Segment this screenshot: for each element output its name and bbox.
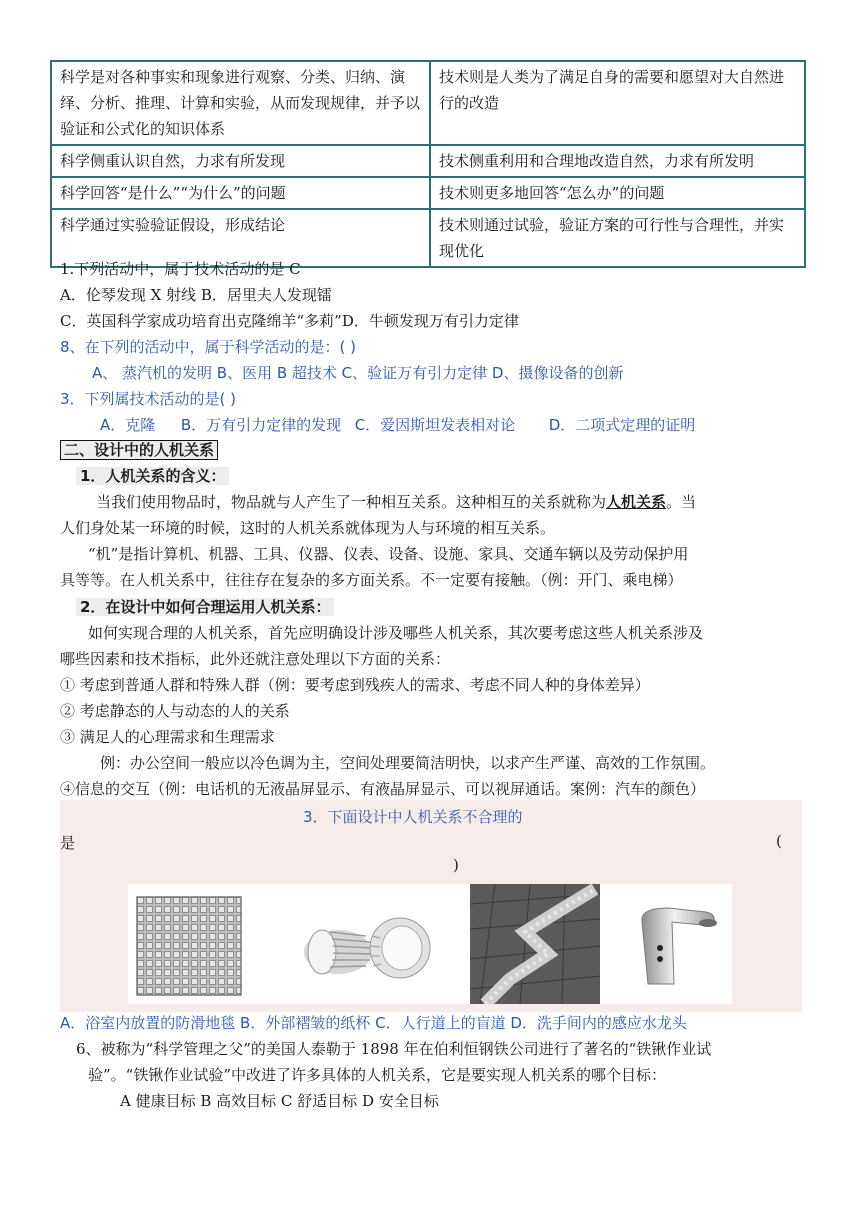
- table-cell-technology: 技术则更多地回答“怎么办”的问题: [430, 177, 805, 209]
- table-cell-science: 科学是对各种事实和现象进行观察、分类、归纳、演绎、分析、推理、计算和实验，从而发现规律，并予以验证和公式化的知识体系: [51, 61, 430, 145]
- anti-slip-mat-image: [136, 896, 242, 996]
- table-row: [51, 61, 805, 145]
- subsection-heading-1: [76, 465, 229, 486]
- q1-options-ab: A．伦琴发现 X 射线 B．居里夫人发现镭: [60, 286, 332, 304]
- sensor-faucet-image: [628, 902, 732, 990]
- option-images: [128, 884, 732, 1004]
- key-term: 人机关系: [606, 493, 667, 511]
- table-cell-technology: 技术则是人类为了满足自身的需要和愿望对大自然进行的改造: [430, 61, 805, 145]
- table-cell-science: 科学回答“是什么”“为什么”的问题: [51, 177, 430, 209]
- subsection-title-1: 1．人机关系的含义：: [76, 467, 229, 485]
- q8-options: A、 蒸汽机的发明 B、医用 B 超技术 C、验证万有引力定律 D、摄像设备的创新: [92, 364, 624, 382]
- table-cell-technology: 技术侧重利用和合理地改造自然，力求有所发明: [430, 145, 805, 177]
- science-technology-table: [50, 60, 806, 268]
- list-item-3-example: 例：办公空间一般应以冷色调为主，空间处理要简洁明快，以求产生严谨、高效的工作氛围。: [100, 754, 716, 772]
- q3a-stem: 3．下列属技术活动的是( ): [60, 390, 237, 408]
- q6-stem-line-2: 验”。“铁锹作业试验”中改进了许多具体的人机关系，它是要实现人机关系的哪个目标：: [88, 1066, 667, 1084]
- paragraph-1-line-1: [96, 491, 696, 512]
- pleated-paper-cup-image: [300, 906, 436, 990]
- section-heading: [60, 439, 218, 460]
- list-item-3: ③ 满足人的心理需求和生理需求: [60, 728, 275, 746]
- q3a-options: [100, 414, 695, 435]
- paragraph-2-line-2: 具等等。在人机关系中，往往存在复杂的多方面关系。不一定要有接触。（例：开门、乘电梯）: [60, 571, 683, 589]
- paragraph-3-line-2: 哪些因素和技术指标，此外还就注意处理以下方面的关系：: [60, 650, 451, 668]
- paragraph-1-line-2: 人们身处某一环境的时候，这时的人机关系就体现为人与环境的相互关系。: [60, 519, 556, 537]
- paragraph-text: 当我们使用物品时，物品就与人产生了一种相互关系。这种相互的关系就称为: [96, 493, 607, 511]
- list-item-2: ② 考虑静态的人与动态的人的关系: [60, 702, 290, 720]
- q6-options: A 健康目标 B 高效目标 C 舒适目标 D 安全目标: [120, 1092, 439, 1110]
- q3a-option-b: B．万有引力定律的发现: [180, 416, 342, 434]
- q1-options-cd: C．英国科学家成功培育出克隆绵羊“多莉”D．牛顿发现万有引力定律: [60, 312, 519, 330]
- q3a-option-d: D．二项式定理的证明: [548, 416, 696, 434]
- table-cell-science: 科学侧重认识自然，力求有所发现: [51, 145, 430, 177]
- paragraph-text: 。当: [666, 493, 697, 511]
- paragraph-2-line-1: “机”是指计算机、机器、工具、仪器、仪表、设备、设施、家具、交通车辆以及劳动保护用: [88, 545, 689, 563]
- tactile-paving-image: [470, 884, 600, 1004]
- subsection-title-2: 2．在设计中如何合理运用人机关系：: [76, 598, 334, 616]
- section-title: 二、设计中的人机关系: [60, 440, 218, 460]
- q3b-stem-tail: 是: [60, 834, 76, 852]
- list-item-4: ④信息的交互（例：电话机的无液晶屏显示、有液晶屏显示、可以视屏通话。案例：汽车的颜色）: [60, 780, 706, 798]
- q8-stem: 8、在下列的活动中，属于科学活动的是：( ): [60, 338, 357, 356]
- table-cell-technology: 技术则通过试验，验证方案的可行性与合理性，并实现优化: [430, 209, 805, 267]
- q3a-option-a: A．克隆: [100, 416, 156, 434]
- table-cell-science: 科学通过实验验证假设，形成结论: [51, 209, 430, 267]
- q6-stem-line-1: 6、被称为“科学管理之父”的美国人泰勒于 1898 年在伯利恒钢铁公司进行了著名的“铁锹作业试: [76, 1040, 712, 1058]
- list-item-1: ① 考虑到普通人群和特殊人群（例：要考虑到残疾人的需求、考虑不同人种的身体差异）: [60, 676, 650, 694]
- answer-paren-open: (: [776, 832, 782, 850]
- paragraph-3-line-1: 如何实现合理的人机关系，首先应明确设计涉及哪些人机关系，其次要考虑这些人机关系涉及: [88, 624, 704, 642]
- table-row: [51, 177, 805, 209]
- subsection-heading-2: [76, 596, 334, 617]
- q1-stem: 1.下列活动中，属于技术活动的是 C: [60, 260, 301, 278]
- answer-paren-close: ): [453, 856, 459, 874]
- q3a-option-c: C．爱因斯坦发表相对论: [354, 416, 516, 434]
- q3b-options: A．浴室内放置的防滑地毯 B．外部褶皱的纸杯 C．人行道上的盲道 D．洗手间内的感应水龙头: [60, 1014, 687, 1032]
- q3b-stem: 3．下面设计中人机关系不合理的: [303, 808, 523, 826]
- table-row: [51, 145, 805, 177]
